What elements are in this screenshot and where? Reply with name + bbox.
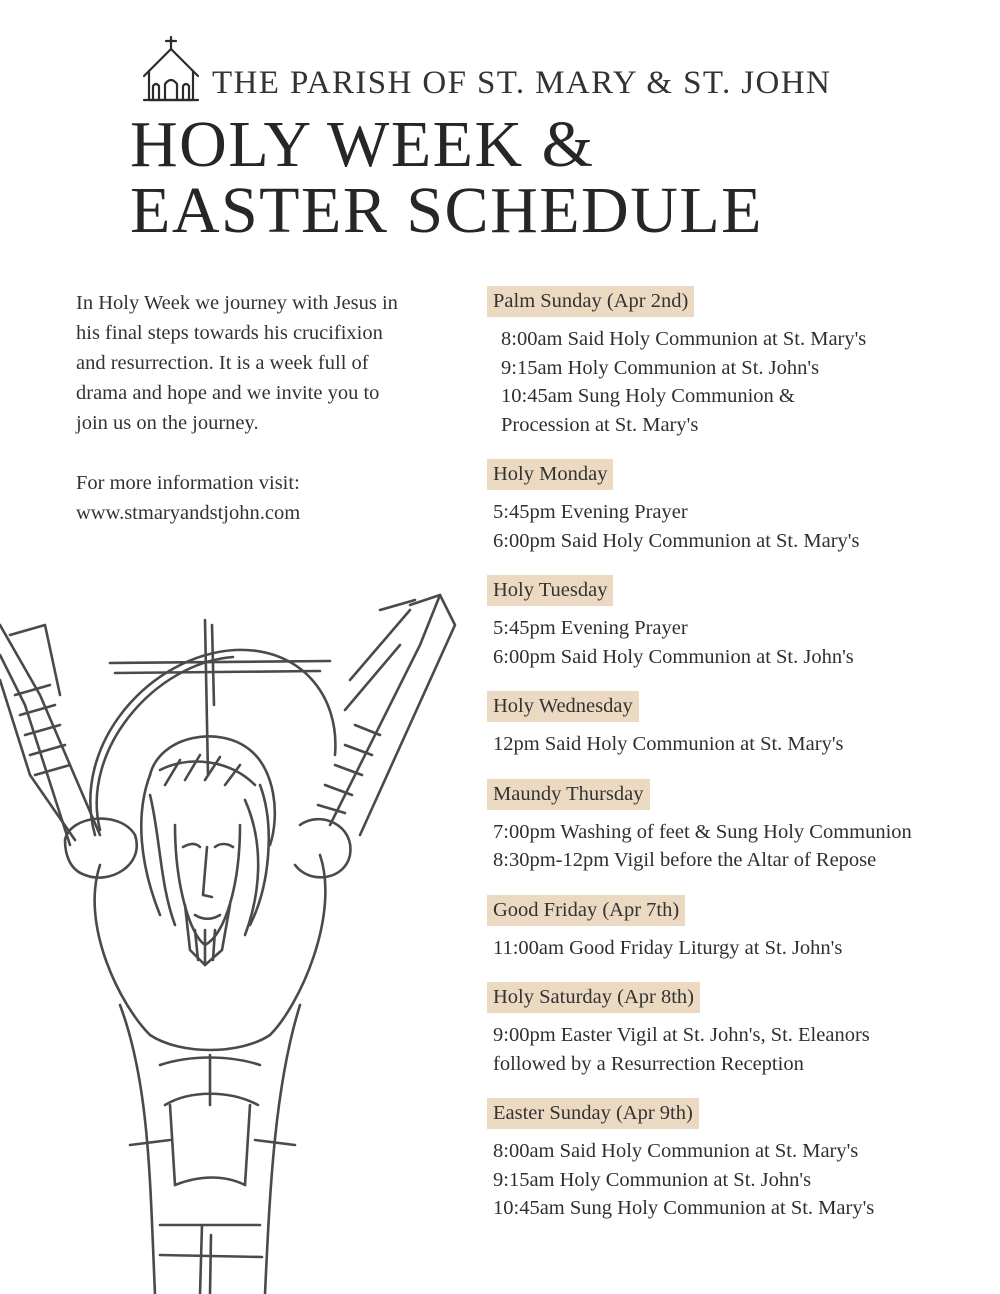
schedule-day <box>487 779 992 875</box>
service-item: 9:15am Holy Communion at St. John's <box>493 1168 812 1191</box>
day-label: Holy Tuesday <box>487 575 613 606</box>
service-item: 6:00pm Said Holy Communion at St. Mary's <box>493 529 860 552</box>
schedule-day <box>487 895 992 963</box>
page-title <box>130 108 763 247</box>
service-list <box>487 934 992 963</box>
schedule-day <box>487 1098 992 1223</box>
service-item: 9:15am Holy Communion at St. John's <box>501 356 820 379</box>
church-icon <box>140 36 202 102</box>
service-list <box>487 325 992 439</box>
day-label: Holy Saturday (Apr 8th) <box>487 982 700 1013</box>
day-label: Good Friday (Apr 7th) <box>487 895 685 926</box>
service-item: 8:30pm-12pm Vigil before the Altar of Repose <box>493 849 877 871</box>
parish-row <box>140 36 831 102</box>
schedule-day <box>487 459 992 555</box>
more-info-label: For more information visit: <box>76 472 300 494</box>
risen-christ-illustration <box>0 585 470 1294</box>
day-label: Palm Sunday (Apr 2nd) <box>487 286 694 317</box>
service-item: 12pm Said Holy Communion at St. Mary's <box>493 733 844 755</box>
website-link[interactable]: www.stmaryandstjohn.com <box>76 502 301 524</box>
service-item: Procession at St. Mary's <box>501 413 699 436</box>
service-list <box>487 1137 992 1223</box>
service-item: 11:00am Good Friday Liturgy at St. John's <box>493 936 843 959</box>
service-item: 8:00am Said Holy Communion at St. Mary's <box>493 1140 859 1162</box>
day-label: Maundy Thursday <box>487 779 650 810</box>
service-item: 10:45am Sung Holy Communion & <box>501 385 795 407</box>
service-list <box>487 730 992 759</box>
schedule <box>487 286 992 1243</box>
title-line-2: EASTER SCHEDULE <box>130 174 763 247</box>
service-item: 9:00pm Easter Vigil at St. John's, St. Eleanors <box>493 1024 870 1046</box>
service-item: 5:45pm Evening Prayer <box>493 501 688 523</box>
day-label: Holy Monday <box>487 459 613 490</box>
service-list <box>487 614 992 671</box>
schedule-day <box>487 691 992 759</box>
service-item: 7:00pm Washing of feet & Sung Holy Communion <box>493 820 912 843</box>
service-item: 6:00pm Said Holy Communion at St. John's <box>493 645 854 668</box>
service-item: 10:45am Sung Holy Communion at St. Mary's <box>493 1197 875 1219</box>
service-item: 5:45pm Evening Prayer <box>493 617 688 639</box>
service-list <box>487 1021 992 1078</box>
title-line-1: HOLY WEEK & <box>130 108 595 181</box>
intro-paragraph: In Holy Week we journey with Jesus in his final steps towards his crucifixion and resurrection. It is a week full of drama and hope and we invite you to join us on the journey. <box>76 292 398 434</box>
schedule-day <box>487 575 992 671</box>
intro <box>76 288 416 528</box>
service-item: 8:00am Said Holy Communion at St. Mary's <box>501 328 867 350</box>
schedule-day <box>487 286 992 439</box>
day-label: Easter Sunday (Apr 9th) <box>487 1098 699 1129</box>
service-item: followed by a Resurrection Reception <box>493 1052 804 1075</box>
service-list <box>487 818 992 875</box>
parish-name: THE PARISH OF ST. MARY & ST. JOHN <box>212 65 832 101</box>
day-label: Holy Wednesday <box>487 691 639 722</box>
schedule-day <box>487 982 992 1078</box>
service-list <box>487 498 992 555</box>
